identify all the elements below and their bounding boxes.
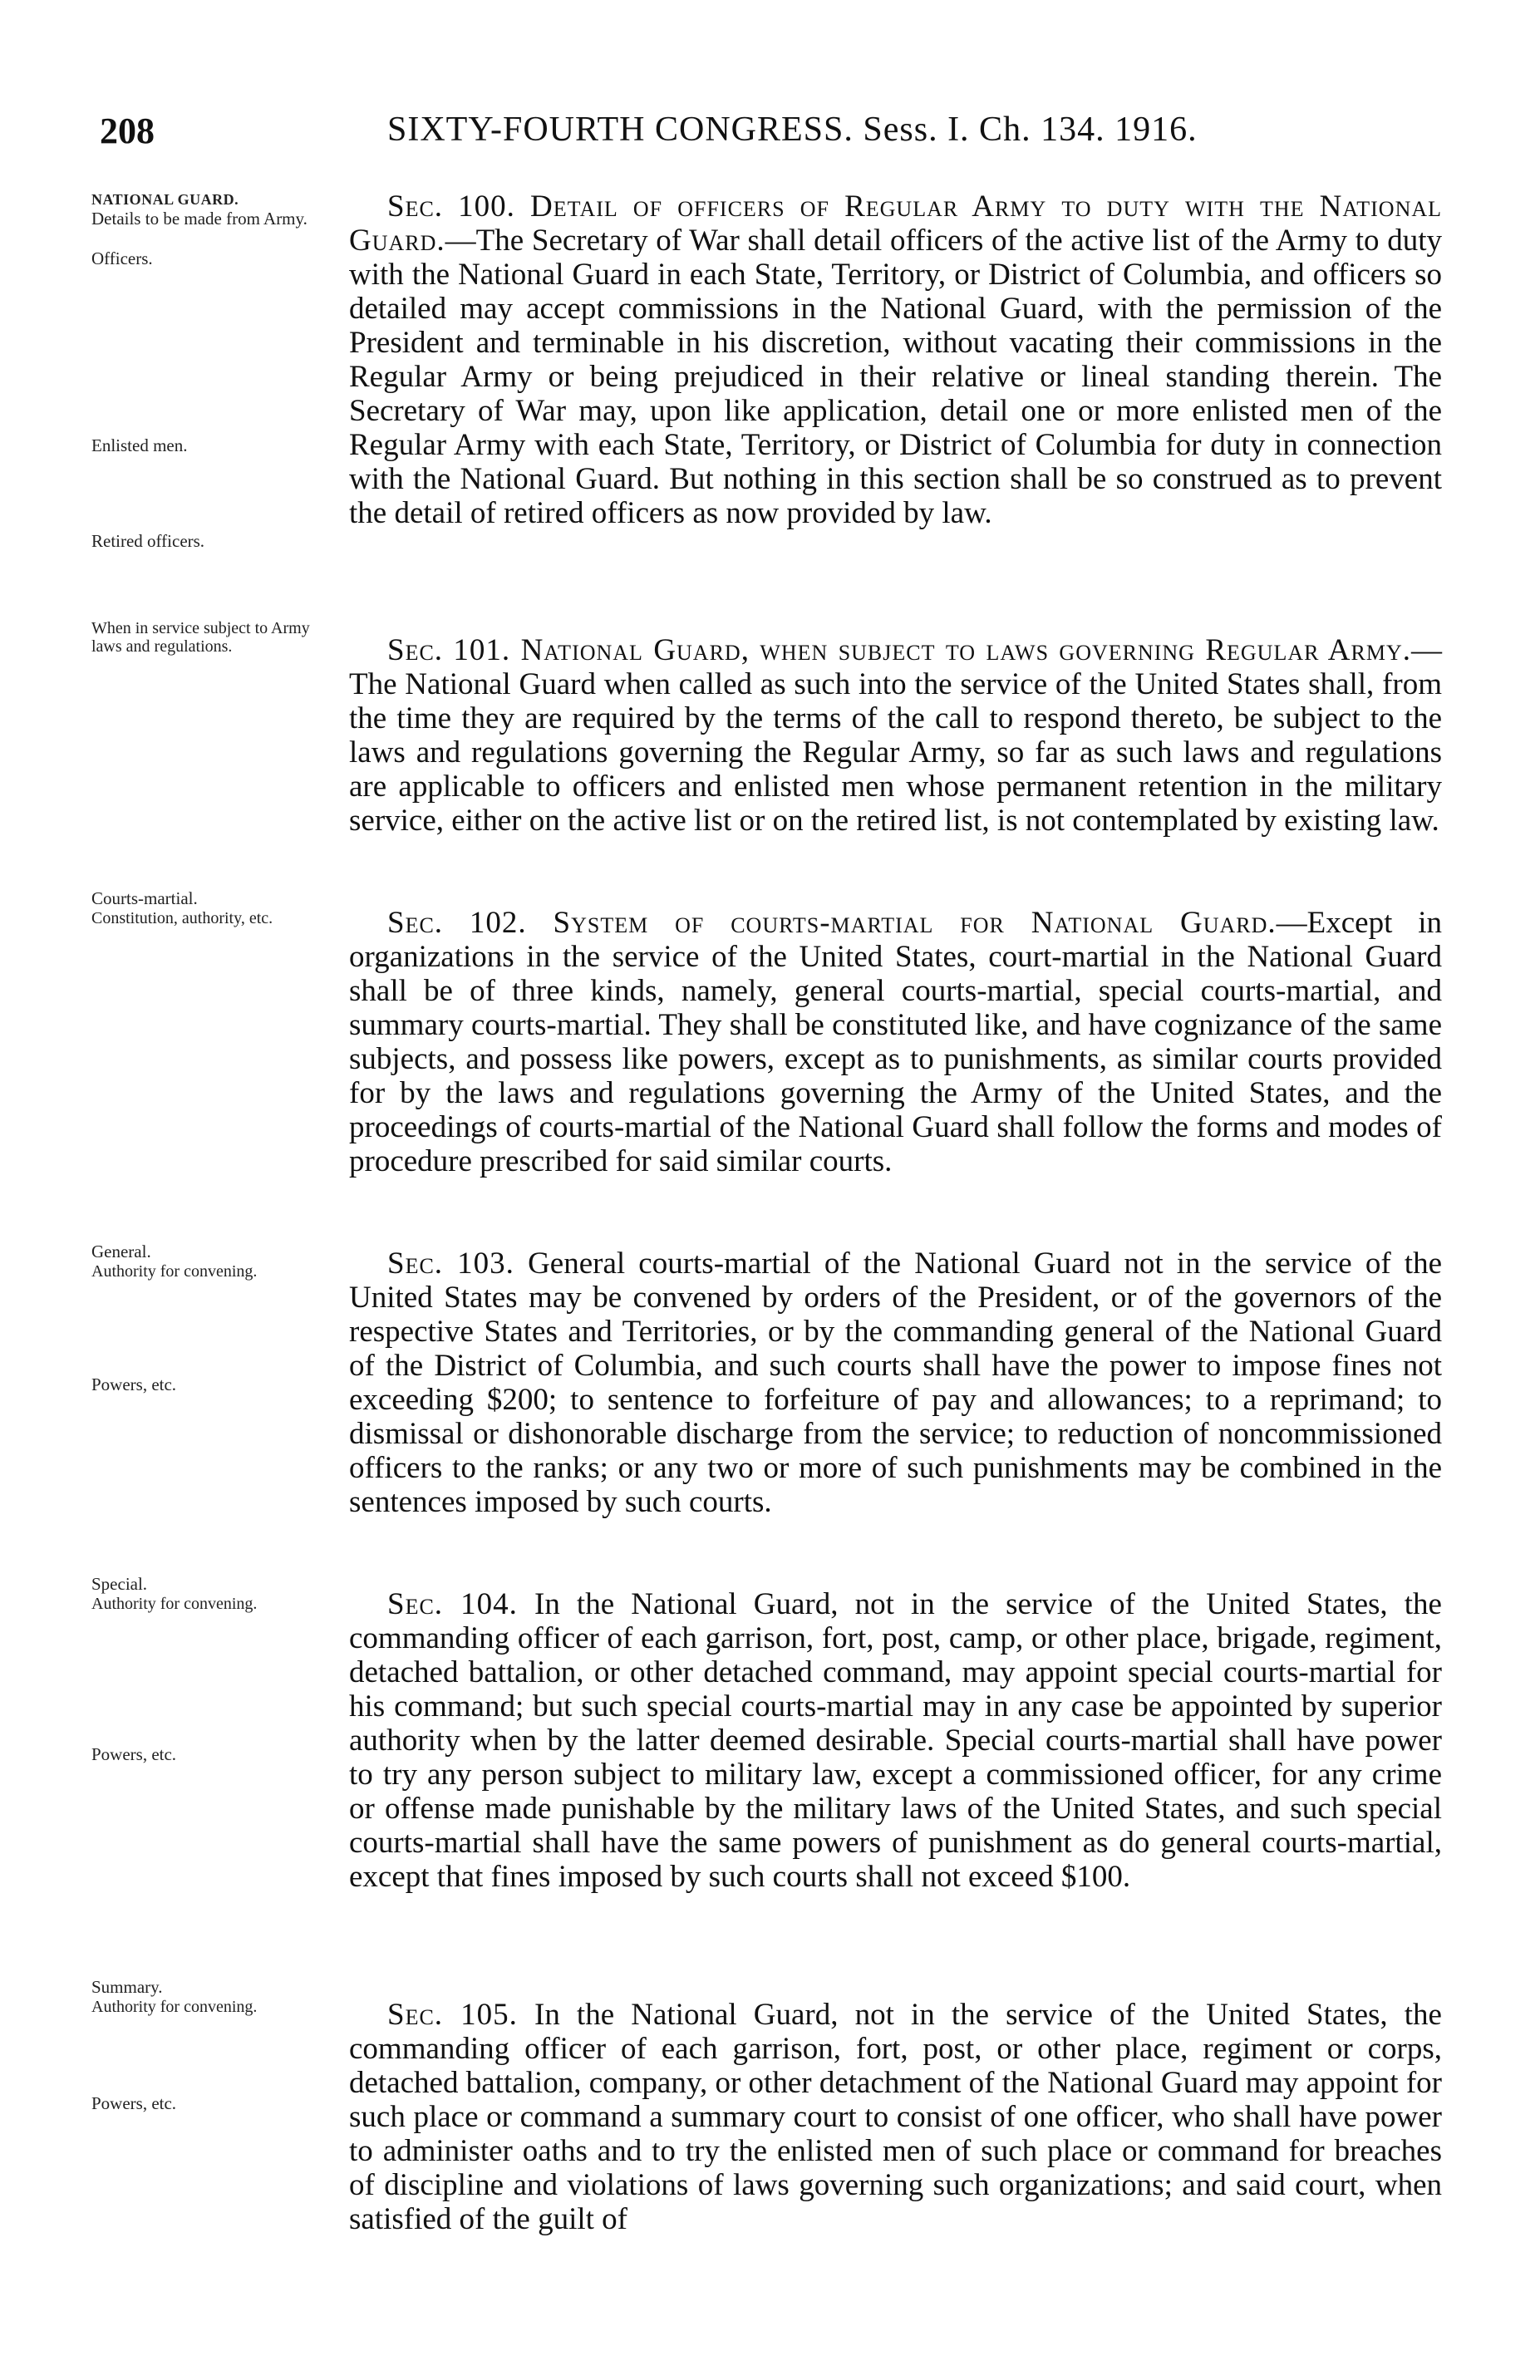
section-body: —Except in organizations in the service of the United States, court-martial in the National Guard shall be of three kinds, namely, general courts-martial, special courts-martial, and summary courts-martial. They shall be constituted like, and have cognizance of the same subjects, and possess like powers, except as to punishments, as similar courts provided for by the laws and regulations governing the Army of the United States, and the proceedings of courts-martial of the National Guard shall follow the forms and modes of procedure prescribed for said similar courts.	[349, 906, 1442, 1178]
margin-note-special-powers: Powers, etc.	[91, 1744, 177, 1764]
section-102	[349, 906, 1442, 1178]
section-103	[349, 1247, 1442, 1519]
section-heading: Sec. 103.	[387, 1247, 514, 1281]
running-head: SIXTY-FOURTH CONGRESS. Sess. I. Ch. 134. 1916.	[387, 111, 1198, 149]
section-101	[349, 633, 1442, 838]
margin-note-details-from-army: Details to be made from Army.	[91, 209, 308, 229]
margin-note-courts-martial: Courts-martial.	[91, 888, 198, 908]
section-104	[349, 1587, 1442, 1894]
margin-note-summary-powers: Powers, etc.	[91, 2093, 177, 2113]
section-body: —The Secretary of War shall detail officers of the active list of the Army to duty with the National Guard in each State, Territory, or District of Columbia, and officers so detailed may accept commissions in the National Guard, with the permission of the President and terminable in his discretion, without vacating their commissions in the Regular Army or being prejudiced in their relative or lineal standing therein. The Secretary of War may, upon like application, detail one or more enlisted men of the Regular Army with each State, Territory, or District of Columbia for duty in connection with the National Guard. But nothing in this section shall be so construed as to prevent the detail of retired officers as now provided by law.	[349, 224, 1442, 530]
margin-note-special-authority: Authority for convening.	[91, 1595, 258, 1613]
page-number: 208	[100, 111, 155, 151]
margin-note-general-powers: Powers, etc.	[91, 1374, 177, 1394]
margin-note-army-laws: When in service subject to Army laws and regulations.	[91, 619, 310, 656]
page-header	[0, 110, 1540, 160]
section-heading: Sec. 102. System of courts-martial for National Guard.	[387, 906, 1277, 940]
section-heading: Sec. 100. Detail of officers of Regular Army to duty with the National Guard.	[349, 189, 1442, 258]
section-body: In the National Guard, not in the service of the United States, the commanding officer of each garrison, fort, post, or other place, regiment or corps, detached battalion, company, or other detachment of the National Guard may appoint for such place or command a summary court to consist of one officer, who shall have power to administer oaths and to try the enlisted men of such place or command for breaches of discipline and violations of laws governing such organizations; and said court, when satisfied of the guilt of	[349, 1998, 1442, 2236]
margin-note-general-authority: Authority for convening.	[91, 1262, 258, 1281]
margin-note-constitution: Constitution, authority, etc.	[91, 909, 273, 927]
section-body: —The National Guard when called as such into the service of the United States shall, from the time they are required by the terms of the call to respond thereto, be subject to the laws and regulations governing the Regular Army, so far as such laws and regulations are applicable to officers and enlisted men whose permanent retention in the military service, either on the active list or on the retired list, is not contemplated by existing law.	[349, 633, 1442, 838]
section-105	[349, 1998, 1442, 2236]
section-100	[349, 189, 1442, 530]
margin-note-retired-officers: Retired officers.	[91, 531, 205, 551]
margin-note-special: Special.	[91, 1574, 148, 1594]
section-heading: Sec. 104.	[387, 1587, 518, 1621]
section-heading: Sec. 105.	[387, 1998, 518, 2032]
section-body: In the National Guard, not in the service of the United States, the commanding officer of each garrison, fort, post, camp, or other place, brigade, regiment, detached battalion, or other detached command, may appoint special courts-martial for his command; but such special courts-martial may in any case be appointed by superior authority when by the latter deemed desirable. Special courts-martial shall have power to try any person subject to military law, except a commissioned officer, for any crime or offense made punishable by the military laws of the United States, and such special courts-martial shall have the same powers of punishment as do general courts-martial, except that fines imposed by such courts shall not exceed $100.	[349, 1587, 1442, 1894]
margin-note-enlisted-men: Enlisted men.	[91, 435, 188, 455]
margin-note-summary: Summary.	[91, 1977, 163, 1997]
section-heading: Sec. 101. National Guard, when subject to laws governing Regular Army.	[387, 633, 1411, 667]
section-body: General courts-martial of the National Guard not in the service of the United States may be convened by orders of the President, or of the governors of the respective States and Territories, or by the commanding general of the National Guard of the District of Columbia, and such courts shall have the power to impose fines not exceeding $200; to sentence to forfeiture of pay and allowances; to a reprimand; to dismissal or dishonorable discharge from the service; to reduction of noncommissioned officers to the ranks; or any two or more of such punishments may be combined in the sentences imposed by such courts.	[349, 1247, 1442, 1519]
margin-note-summary-authority: Authority for convening.	[91, 1998, 258, 2016]
margin-note-general: General.	[91, 1242, 151, 1261]
margin-note-national-guard: NATIONAL GUARD.	[91, 191, 239, 208]
margin-note-officers: Officers.	[91, 248, 153, 268]
